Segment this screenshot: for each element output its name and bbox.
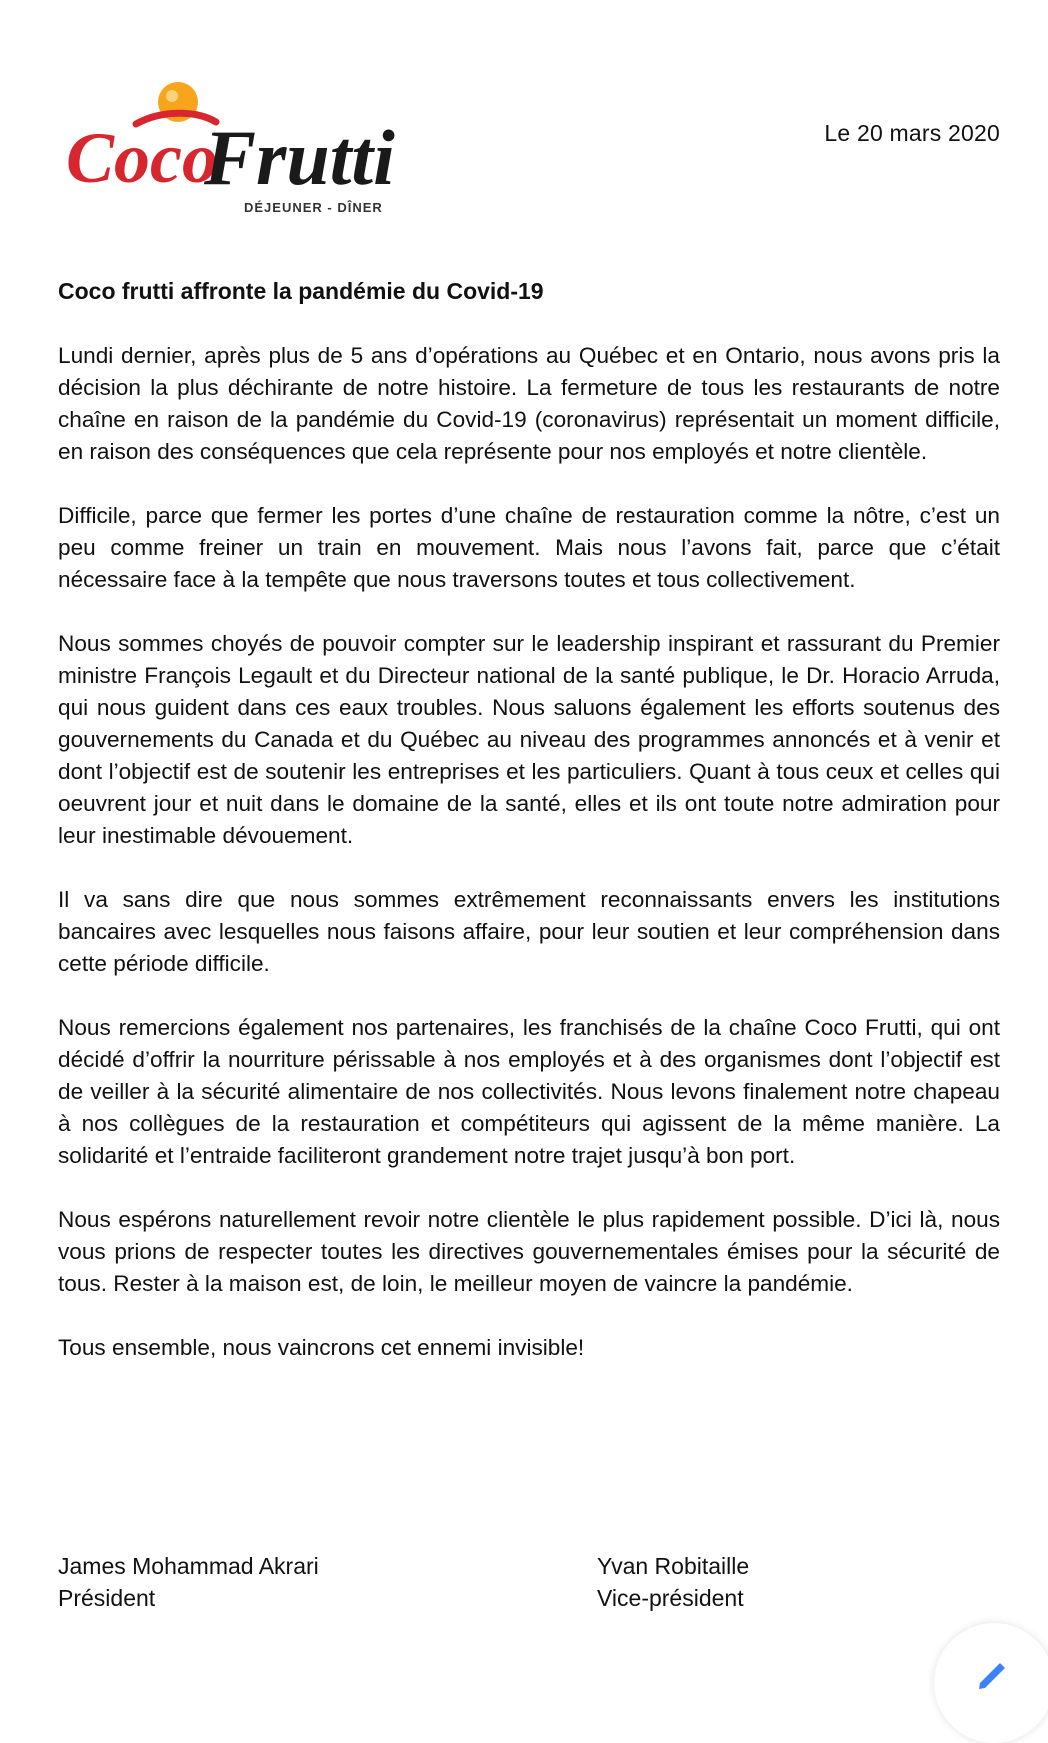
signatory-name: James Mohammad Akrari <box>58 1553 319 1579</box>
coco-frutti-logo <box>66 72 426 242</box>
brand-tagline: DÉJEUNER - DÎNER <box>244 200 383 215</box>
paragraph: Difficile, parce que fermer les portes d’une chaîne de restauration comme la nôtre, c’est un peu comme freiner un train en mouvement. Mais nous l’avons fait, parce que c’était nécessaire face à la tempête que nous traversons toutes et tous collectivement. <box>58 503 1000 592</box>
signatory-title: Vice-président <box>597 1585 744 1611</box>
letter-date: Le 20 mars 2020 <box>824 120 1000 146</box>
signature-vice-president <box>597 1550 749 1614</box>
paragraph: Lundi dernier, après plus de 5 ans d’opérations au Québec et en Ontario, nous avons pris la décision la plus déchirante de notre histoire. La fermeture de tous les restaurants de notre chaîne en raison de la pandémie du Covid-19 (coronavirus) représentait un moment difficile, en raison des conséquences que cela représente pour nos employés et notre clientèle. <box>58 343 1000 464</box>
brand-frutti: Frutti <box>204 114 395 201</box>
closing-line: Tous ensemble, nous vaincrons cet ennemi invisible! <box>58 1335 585 1360</box>
brand-coco: Coco <box>66 118 218 198</box>
paragraph: Nous remercions également nos partenaires, les franchisés de la chaîne Coco Frutti, qui ont décidé d’offrir la nourriture périssable à nos employés et à des organismes dont l’objectif est de veiller à la sécurité alimentaire de nos collectivités. Nous levons finalement notre chapeau à nos collègues de la restauration et compétiteurs qui agissent de la même manière. La solidarité et l’entraide faciliteront grandement notre trajet jusqu’à bon port. <box>58 1015 1000 1168</box>
pencil-icon <box>972 1653 1012 1693</box>
signature-president <box>58 1550 319 1614</box>
letter-subject: Coco frutti affronte la pandémie du Covid-19 <box>58 278 544 304</box>
letter-body <box>58 340 1000 1396</box>
paragraph: Nous espérons naturellement revoir notre clientèle le plus rapidement possible. D’ici là, nous vous prions de respecter toutes les directives gouvernementales émises pour la sécurité de tous. Rester à la maison est, de loin, le meilleur moyen de vaincre la pandémie. <box>58 1207 1000 1296</box>
signatory-title: Président <box>58 1585 156 1611</box>
paragraph: Il va sans dire que nous sommes extrêmement reconnaissants envers les institutions bancaires avec lesquelles nous faisons affaire, pour leur soutien et leur compréhension dans cette période difficile. <box>58 887 1000 976</box>
paragraph: Nous sommes choyés de pouvoir compter sur le leadership inspirant et rassurant du Premier ministre François Legault et du Directeur national de la santé publique, le Dr. Horacio Arruda, qui nous guident dans ces eaux troubles. Nous saluons également les efforts soutenus des gouvernements du Canada et du Québec au niveau des programmes annoncés et à venir et dont l’objectif est de soutenir les entreprises et les particuliers. Quant à tous ceux et celles qui oeuvrent jour et nuit dans le domaine de la santé, elles et ils ont toute notre admiration pour leur inestimable dévouement. <box>58 631 1000 848</box>
edit-button[interactable] <box>934 1623 1048 1743</box>
signatory-name: Yvan Robitaille <box>597 1553 750 1579</box>
